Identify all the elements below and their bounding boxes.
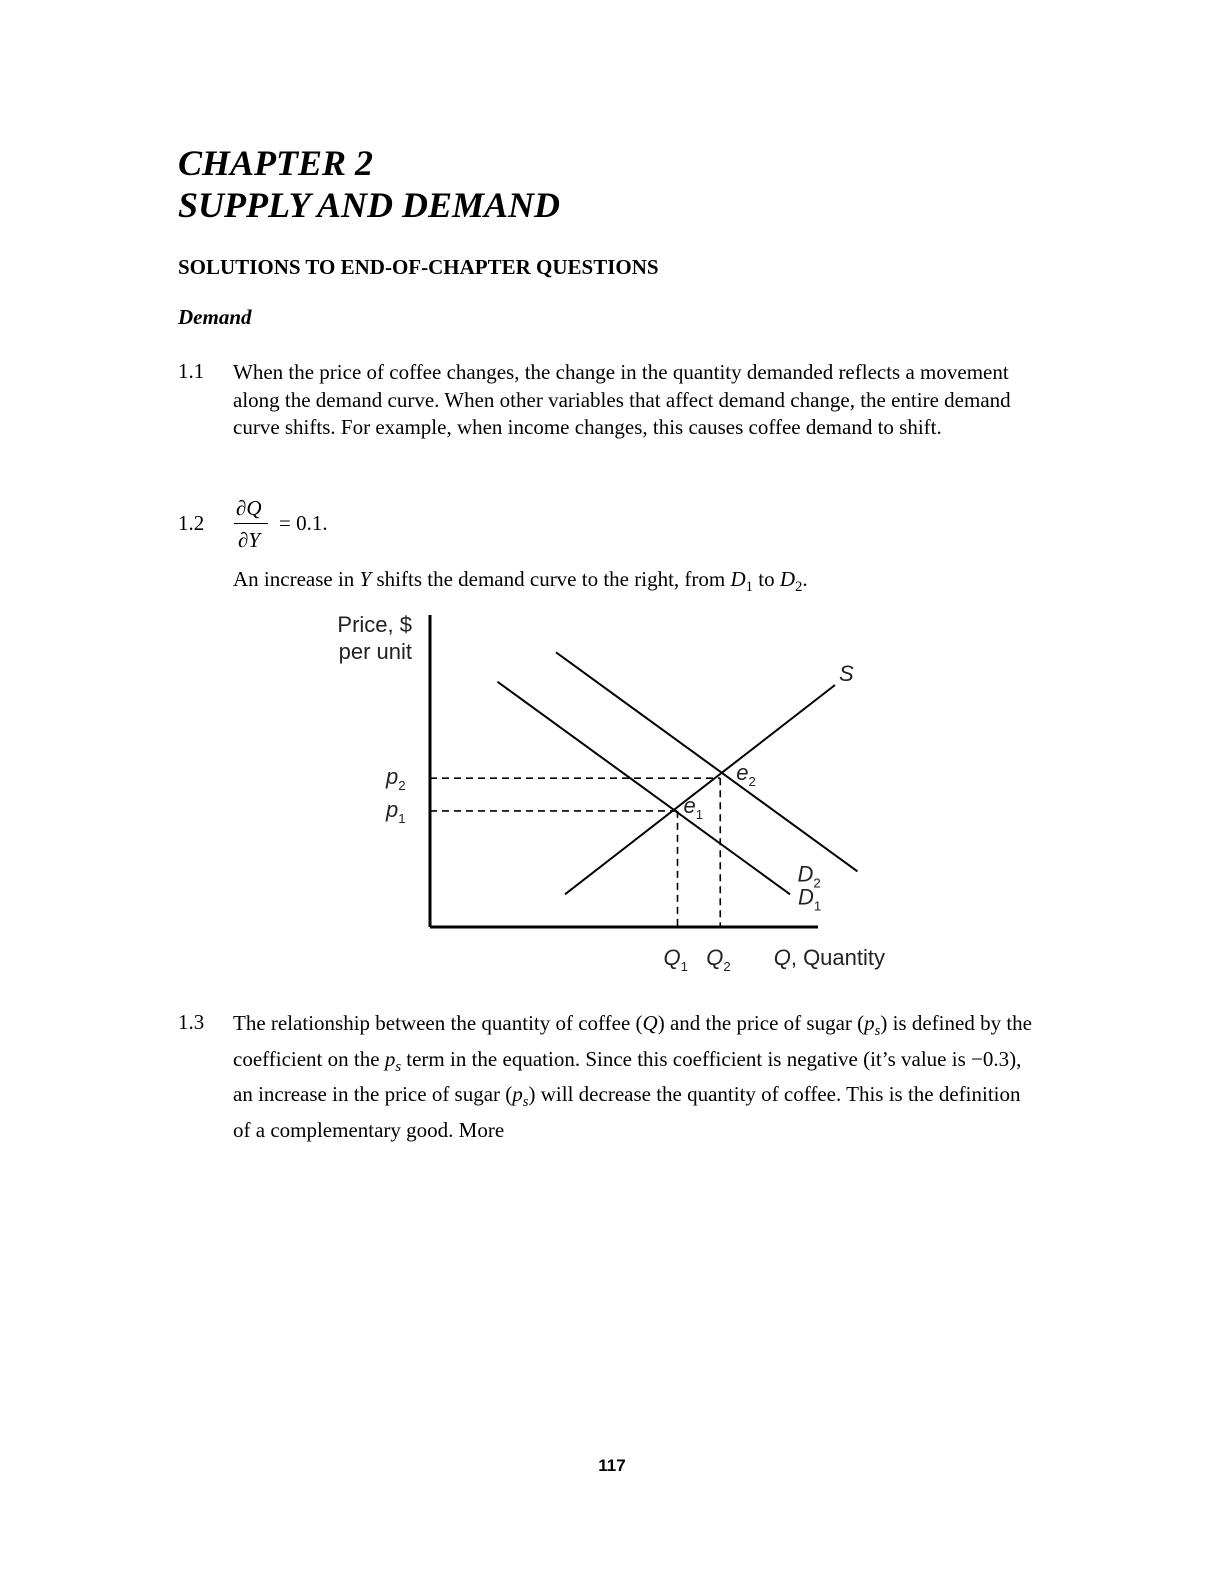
equilibrium-label-e1: $e_1$ <box>683 792 704 822</box>
fraction-bar <box>234 523 268 524</box>
question-number-1-3: 1.3 <box>178 1010 205 1034</box>
text-segment: An increase in <box>233 567 360 591</box>
curve-label-d2: $D_2$ <box>797 861 821 891</box>
price-label-1: $p_1$ <box>386 796 406 826</box>
variable-p: p <box>512 1082 523 1107</box>
text-segment: term in the equation. Since this coefficient is negative (it’s value is −0.3), an increase in the price of sugar ( <box>233 1046 1022 1107</box>
subscript: 1 <box>745 579 753 596</box>
variable-q: Q <box>642 1011 658 1035</box>
variable-p: p <box>384 1046 396 1071</box>
x-axis-label <box>774 945 885 970</box>
subscript: s <box>522 1094 529 1111</box>
y-axis-label-line2: per unit <box>338 639 412 664</box>
variable-d2: D <box>779 567 796 591</box>
quantity-label-2: $Q_2$ <box>706 945 731 974</box>
answer-1-3 <box>233 1010 1033 1145</box>
question-number-1-2: 1.2 <box>178 511 205 535</box>
text-segment: The relationship between the quantity of coffee ( <box>233 1011 643 1035</box>
page-number: 117 <box>598 1456 626 1475</box>
chapter-heading <box>178 142 560 226</box>
chapter-title: SUPPLY AND DEMAND <box>178 185 561 225</box>
x-axis-label-rest: , Quantity <box>790 945 885 970</box>
equation-rhs: = 0.1. <box>279 511 328 535</box>
chapter-number: CHAPTER 2 <box>178 143 374 183</box>
chart-svg <box>320 600 900 985</box>
text-segment: ) and the price of sugar ( <box>657 1011 865 1035</box>
supply-demand-chart <box>320 600 900 985</box>
price-label-2: $p_2$ <box>386 764 406 794</box>
variable-d1: D <box>730 567 746 591</box>
text-segment: . <box>802 567 808 591</box>
text-segment: shifts the demand curve to the right, from <box>371 567 731 591</box>
curve-d2 <box>556 652 858 871</box>
equilibrium-label-e2: $e_2$ <box>736 760 756 790</box>
subscript: s <box>395 1058 402 1075</box>
question-number-1-1: 1.1 <box>178 359 205 383</box>
text-segment: ) will decrease the quantity of coffee. This is the definition of a complementary good. More <box>233 1082 1021 1143</box>
curve-label-d1: $D_1$ <box>798 884 822 914</box>
y-axis-label-line1: Price, $ <box>337 612 412 637</box>
curve-label-s: S <box>839 661 854 687</box>
variable-y: Y <box>359 567 372 591</box>
subscript: s <box>874 1023 881 1040</box>
section-title: SOLUTIONS TO END-OF-CHAPTER QUESTIONS <box>178 255 659 279</box>
answer-1-2-text <box>233 566 1033 602</box>
subscript: 2 <box>795 579 803 596</box>
subsection-title: Demand <box>178 305 252 329</box>
variable-p: p <box>864 1011 875 1035</box>
derivative-numerator: ∂Q <box>236 496 262 520</box>
x-axis-label-var: Q <box>773 945 791 970</box>
text-segment: to <box>753 567 780 591</box>
answer-1-1: When the price of coffee changes, the change in the quantity demanded reflects a movement along the demand curve. When other variables that affect demand change, the entire demand curve shifts. For example, when income changes, this causes coffee demand to shift. <box>233 360 1011 439</box>
quantity-label-1: $Q_1$ <box>663 945 688 974</box>
derivative-denominator: ∂Y <box>238 528 261 552</box>
curve-s <box>565 685 835 894</box>
curve-d1 <box>498 682 791 895</box>
text-segment: ) is defined by the coefficient on the <box>233 1011 1032 1071</box>
